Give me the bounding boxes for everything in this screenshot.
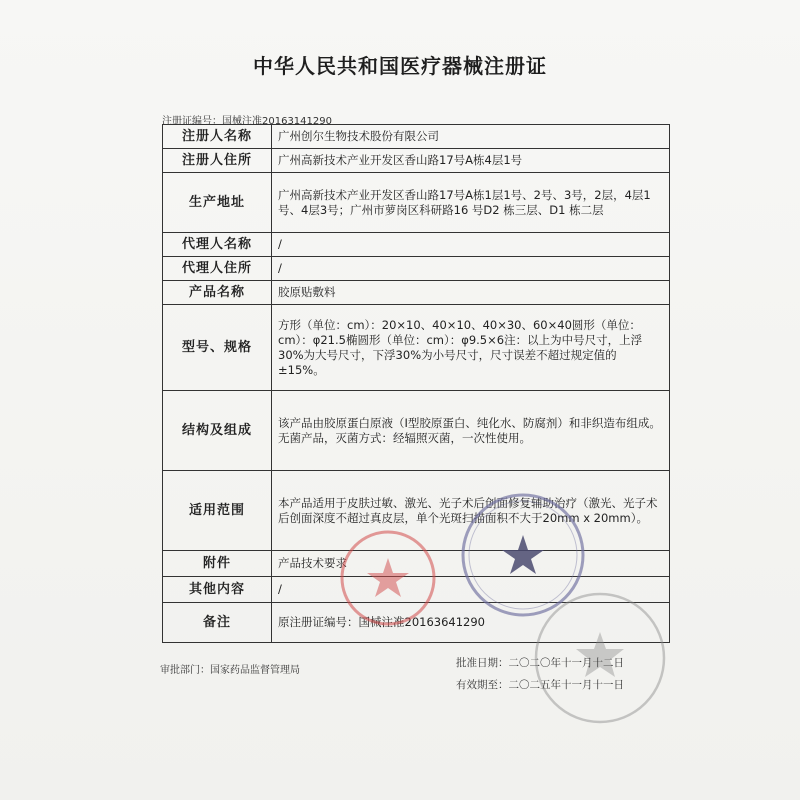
table-row — [163, 257, 670, 281]
row-label: 生产地址 — [163, 173, 272, 233]
row-value: 广州创尔生物技术股份有限公司 — [272, 125, 670, 149]
expiry-date: 有效期至：二〇二五年十一月十一日 — [456, 679, 624, 691]
table-row — [163, 603, 670, 643]
row-value: / — [272, 233, 670, 257]
row-value: 广州高新技术产业开发区香山路17号A栋1层1号、2号、3号，2层，4层1号、4层3号；广州市萝岗区科研路16 号D2 栋三层、D1 栋二层 — [272, 173, 670, 233]
row-value: 该产品由胶原蛋白原液（I型胶原蛋白、纯化水、防腐剂）和非织造布组成。无菌产品，灭菌方式：经辐照灭菌，一次性使用。 — [272, 391, 670, 471]
approval-department: 审批部门：国家药品监督管理局 — [160, 665, 300, 676]
row-label: 代理人住所 — [163, 257, 272, 281]
table-row — [163, 125, 670, 149]
document-title: 中华人民共和国医疗器械注册证 — [253, 54, 547, 78]
table-row — [163, 173, 670, 233]
table-row — [163, 551, 670, 577]
row-value: 本产品适用于皮肤过敏、激光、光子术后创面修复辅助治疗（激光、光子术后创面深度不超过真皮层，单个光斑扫描面积不大于20mm x 20mm）。 — [272, 471, 670, 551]
table-row — [163, 305, 670, 391]
row-label: 产品名称 — [163, 281, 272, 305]
table-row — [163, 577, 670, 603]
dates-block — [456, 652, 624, 696]
row-value: 产品技术要求 — [272, 551, 670, 577]
row-value: 广州高新技术产业开发区香山路17号A栋4层1号 — [272, 149, 670, 173]
row-label: 注册人名称 — [163, 125, 272, 149]
table-row — [163, 391, 670, 471]
table-row — [163, 471, 670, 551]
row-label: 型号、规格 — [163, 305, 272, 391]
certificate-table — [162, 124, 670, 643]
table-row — [163, 281, 670, 305]
table-row — [163, 149, 670, 173]
row-label: 适用范围 — [163, 471, 272, 551]
row-value: / — [272, 577, 670, 603]
approval-date: 批准日期：二〇二〇年十一月十二日 — [456, 657, 624, 669]
row-value: 胶原贴敷料 — [272, 281, 670, 305]
row-value: 方形（单位：cm）：20×10、40×10、40×30、60×40圆形（单位：cm）：φ21.5椭圆形（单位：cm）：φ9.5×6注：以上为中号尺寸，上浮30%为大号尺寸，下浮30%为小号尺寸，尺寸误差不超过规定值的±15%。 — [272, 305, 670, 391]
faint-watermark: ​ — [357, 402, 363, 417]
row-label: 附件 — [163, 551, 272, 577]
row-value: / — [272, 257, 670, 281]
row-label: 代理人名称 — [163, 233, 272, 257]
row-label: 结构及组成 — [163, 391, 272, 471]
table-row — [163, 233, 670, 257]
row-label: 备注 — [163, 603, 272, 643]
row-label: 其他内容 — [163, 577, 272, 603]
row-label: 注册人住所 — [163, 149, 272, 173]
row-value: 原注册证编号：国械注准20163641290 — [272, 603, 670, 643]
registration-number: 注册证编号：国械注准20163141290 — [162, 116, 332, 127]
